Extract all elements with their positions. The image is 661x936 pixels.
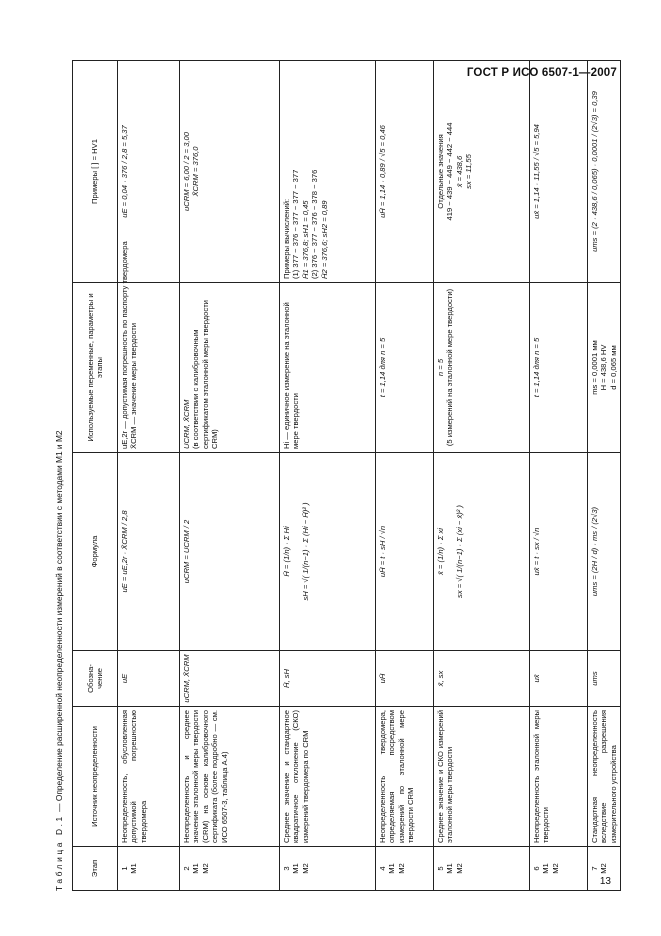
source-cell: Среднее значение и СКО измерений эталонной меры твердости (434, 707, 530, 847)
page-number: 13 (599, 876, 611, 887)
example-cell: ums = (2 · 438,6 / 0,065) · 0,0001 / (2√3) = 0,39 (588, 61, 621, 283)
formula-cell: x̄ = (1/n) · Σ xi sx = √( 1/(n−1) · Σ (xi − x̄)² ) (434, 453, 530, 651)
column-header: Источник неопределенности (73, 707, 118, 847)
table-caption (54, 61, 64, 891)
source-cell: Среднее значение и стандартное квадратичное отклонение (СКО) измерений твердомера по CRM (280, 707, 376, 847)
symbol-cell: uH̄ (376, 651, 434, 707)
variables-cell: ms = 0,0001 мм H = 438,6 HV d = 0,065 мм (588, 283, 621, 453)
formula-cell: ux̄ = t · sx / √n (530, 453, 588, 651)
column-header: Формула (73, 453, 118, 651)
table-header-row (73, 61, 118, 891)
example-cell: Отдельные значения 419 − 439 − 449 − 442 − 444 x̄ = 438,6 sx = 11,55 (434, 61, 530, 283)
formula-cell: uE = uE,2r · X̄CRM / 2,8 (118, 453, 180, 651)
symbol-cell: x̄, sx (434, 651, 530, 707)
table-row (530, 61, 588, 891)
example-cell: Примеры вычислений: (1) 377 − 376 − 377 − 377 − 377 H̄1 = 376,8; sH1 = 0,45 (2) 376 − 377 − 376 − 378 − 376 H̄2 = 376,6; sH2 = 0,89 (280, 61, 376, 283)
symbol-cell: H̄, sH (280, 651, 376, 707)
symbol-cell: ux̄ (530, 651, 588, 707)
stage-cell: 2 М1 М2 (180, 847, 280, 891)
rotated-table-page (52, 61, 622, 891)
stage-cell: 4 М1 М2 (376, 847, 434, 891)
stage-cell: 5 М1 М2 (434, 847, 530, 891)
table-row (280, 61, 376, 891)
symbol-cell: uE (118, 651, 180, 707)
variables-cell: uE,2r — допустимая погрешность по паспорту твердомера X̄CRM — значение меры твердости (118, 283, 180, 453)
formula-cell: ums = (2H / d) · ms / (2√3) (588, 453, 621, 651)
source-cell: Неопределенность твердомера, определяемая посредством измерений по эталонной мере твердости CRM (376, 707, 434, 847)
variables-cell: UCRM, X̄CRM (в соответствии с калибровочным сертификатом эталонной меры твердости CRM) (180, 283, 280, 453)
stage-cell: 3 М1 М2 (280, 847, 376, 891)
table-row (434, 61, 530, 891)
table-row (588, 61, 621, 891)
formula-cell: H̄ = (1/n) · Σ Hi sH = √( 1/(n−1) · Σ (Hi − H̄)² ) (280, 453, 376, 651)
source-cell: Неопределенность эталонной меры твердости (530, 707, 588, 847)
source-cell: Неопределенность, обусловленная допустимой погрешностью твердомера (118, 707, 180, 847)
example-cell: uE = 0,04 · 376 / 2,8 = 5,37 (118, 61, 180, 283)
example-cell: ux̄ = 1,14 · 11,55 / √5 = 5,94 (530, 61, 588, 283)
table-row (180, 61, 280, 891)
example-cell: uCRM = 6,00 / 2 = 3,00 X̄CRM = 376,0 (180, 61, 280, 283)
uncertainty-table (72, 60, 621, 891)
column-header: Обозна-чение (73, 651, 118, 707)
document-header: ГОСТ Р ИСО 6507-1—2007 (466, 67, 617, 79)
formula-cell: uCRM = UCRM / 2 (180, 453, 280, 651)
example-cell: uH̄ = 1,14 · 0,89 / √5 = 0,46 (376, 61, 434, 283)
symbol-cell: ums (588, 651, 621, 707)
stage-cell: 1 М1 (118, 847, 180, 891)
stage-cell: 7 М2 (588, 847, 621, 891)
table-row (376, 61, 434, 891)
source-cell: Неопределенность и среднее значение эталонной меры твердости (CRM) на основе калибровочного сертификата (более подробно — см. ИСО 6507-3, таблица А.4) (180, 707, 280, 847)
formula-cell: uH̄ = t · sH / √n (376, 453, 434, 651)
caption-label: Таблица D.1 (54, 814, 64, 891)
variables-cell: t = 1,14 для n = 5 (376, 283, 434, 453)
table-row (118, 61, 180, 891)
caption-text: — Определение расширенной неопределенности измерений в соответствии с методами М1 и М2 (54, 430, 64, 815)
stage-cell: 6 М1 М2 (530, 847, 588, 891)
variables-cell: n = 5 (5 измерений на эталонной мере твердости) (434, 283, 530, 453)
column-header: Примеры [ ] = HV1 (73, 61, 118, 283)
source-cell: Стандартная неопределенность вследствие разрешения измерительного устройства (588, 707, 621, 847)
column-header: Этап (73, 847, 118, 891)
variables-cell: Hi — единичное измерение на эталонной мере твердости (280, 283, 376, 453)
column-header: Используемые переменные, параметры и этапы (73, 283, 118, 453)
variables-cell: t = 1,14 для n = 5 (530, 283, 588, 453)
symbol-cell: uCRM, X̄CRM (180, 651, 280, 707)
